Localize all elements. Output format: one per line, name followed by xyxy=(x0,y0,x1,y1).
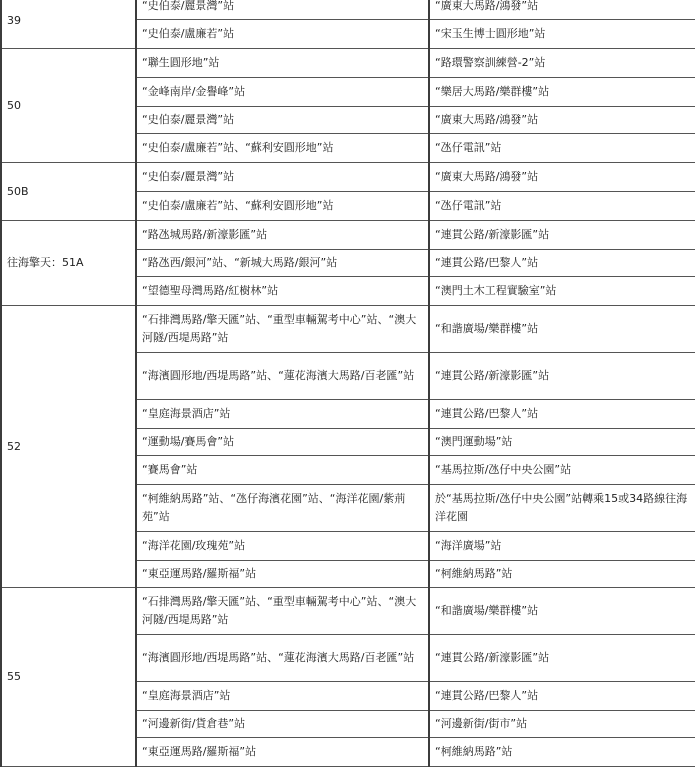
original-stop-cell: “海濱圓形地/西堤馬路”站、“蓮花海濱大馬路/百老匯”站 xyxy=(136,353,429,400)
replacement-stop-cell: “樂居大馬路/樂群樓”站 xyxy=(429,78,695,107)
replacement-stop-cell: “連貫公路/新濠影匯”站 xyxy=(429,635,695,682)
original-stop-cell: “石排灣馬路/擎天匯”站、“重型車輛駕考中心”站、“澳大河隧/西堤馬路”站 xyxy=(136,588,429,635)
route-number-cell: 50 xyxy=(1,49,136,163)
replacement-stop-cell: “澳門土木工程實驗室”站 xyxy=(429,277,695,306)
original-stop-cell: “史伯泰/盧廉若”站、“蘇利安圓形地”站 xyxy=(136,134,429,163)
table-row xyxy=(1,588,695,635)
replacement-stop-cell: “柯維納馬路”站 xyxy=(429,561,695,588)
replacement-stop-cell: “廣東大馬路/鴻發”站 xyxy=(429,163,695,192)
replacement-stop-cell: “連貫公路/巴黎人”站 xyxy=(429,400,695,429)
original-stop-cell: “海洋花園/玫瑰苑”站 xyxy=(136,532,429,561)
original-stop-cell: “石排灣馬路/擎天匯”站、“重型車輛駕考中心”站、“澳大河隧/西堤馬路”站 xyxy=(136,306,429,353)
route-number-cell: 50B xyxy=(1,163,136,221)
replacement-stop-cell: “廣東大馬路/鴻發”站 xyxy=(429,107,695,134)
replacement-stop-cell: “氹仔電訊”站 xyxy=(429,134,695,163)
original-stop-cell: “路氹西/銀河”站、“新城大馬路/銀河”站 xyxy=(136,250,429,277)
original-stop-cell: “海濱圓形地/西堤馬路”站、“蓮花海濱大馬路/百老匯”站 xyxy=(136,635,429,682)
original-stop-cell: “史伯泰/麗景灣”站 xyxy=(136,0,429,20)
replacement-stop-cell: “澳門運動場”站 xyxy=(429,429,695,456)
replacement-stop-cell: “連貫公路/巴黎人”站 xyxy=(429,250,695,277)
original-stop-cell: “運動場/賽馬會”站 xyxy=(136,429,429,456)
original-stop-cell: “河邊新街/貨倉巷”站 xyxy=(136,711,429,738)
replacement-stop-cell: “連貫公路/新濠影匯”站 xyxy=(429,353,695,400)
replacement-stop-cell: “柯維納馬路”站 xyxy=(429,738,695,767)
original-stop-cell: “賽馬會”站 xyxy=(136,456,429,485)
table-row xyxy=(1,221,695,250)
replacement-stop-cell: “氹仔電訊”站 xyxy=(429,192,695,221)
route-stop-table-body xyxy=(1,0,695,767)
replacement-stop-cell: “連貫公路/新濠影匯”站 xyxy=(429,221,695,250)
original-stop-cell: “柯維納馬路”站、“氹仔海濱花園”站、“海洋花園/紫荊苑”站 xyxy=(136,485,429,532)
table-row xyxy=(1,306,695,353)
route-number-cell: 39 xyxy=(1,0,136,49)
replacement-stop-cell: “海洋廣場”站 xyxy=(429,532,695,561)
original-stop-cell: “路氹城馬路/新濠影匯”站 xyxy=(136,221,429,250)
original-stop-cell: “東亞運馬路/羅斯福”站 xyxy=(136,561,429,588)
table-row xyxy=(1,49,695,78)
original-stop-cell: “史伯泰/麗景灣”站 xyxy=(136,163,429,192)
original-stop-cell: “史伯泰/盧廉若”站 xyxy=(136,20,429,49)
replacement-stop-cell: “和諧廣場/樂群樓”站 xyxy=(429,588,695,635)
table-row xyxy=(1,0,695,20)
replacement-stop-cell: “宋玉生博士圓形地”站 xyxy=(429,20,695,49)
route-number-cell: 往海擎天：51A xyxy=(1,221,136,306)
original-stop-cell: “史伯泰/麗景灣”站 xyxy=(136,107,429,134)
original-stop-cell: “聯生圓形地”站 xyxy=(136,49,429,78)
original-stop-cell: “史伯泰/盧廉若”站、“蘇利安圓形地”站 xyxy=(136,192,429,221)
replacement-stop-cell: “廣東大馬路/鴻發”站 xyxy=(429,0,695,20)
original-stop-cell: “皇庭海景酒店”站 xyxy=(136,400,429,429)
table-row xyxy=(1,163,695,192)
replacement-stop-cell: 於“基馬拉斯/氹仔中央公園”站轉乘15或34路線往海洋花園 xyxy=(429,485,695,532)
route-number-cell: 52 xyxy=(1,306,136,588)
original-stop-cell: “東亞運馬路/羅斯福”站 xyxy=(136,738,429,767)
replacement-stop-cell: “連貫公路/巴黎人”站 xyxy=(429,682,695,711)
original-stop-cell: “望德聖母灣馬路/紅樹林”站 xyxy=(136,277,429,306)
original-stop-cell: “皇庭海景酒店”站 xyxy=(136,682,429,711)
replacement-stop-cell: “河邊新街/街市”站 xyxy=(429,711,695,738)
route-number-cell: 55 xyxy=(1,588,136,767)
replacement-stop-cell: “和諧廣場/樂群樓”站 xyxy=(429,306,695,353)
replacement-stop-cell: “基馬拉斯/氹仔中央公園”站 xyxy=(429,456,695,485)
replacement-stop-cell: “路環警察訓練營-2”站 xyxy=(429,49,695,78)
original-stop-cell: “金峰南岸/金譽峰”站 xyxy=(136,78,429,107)
